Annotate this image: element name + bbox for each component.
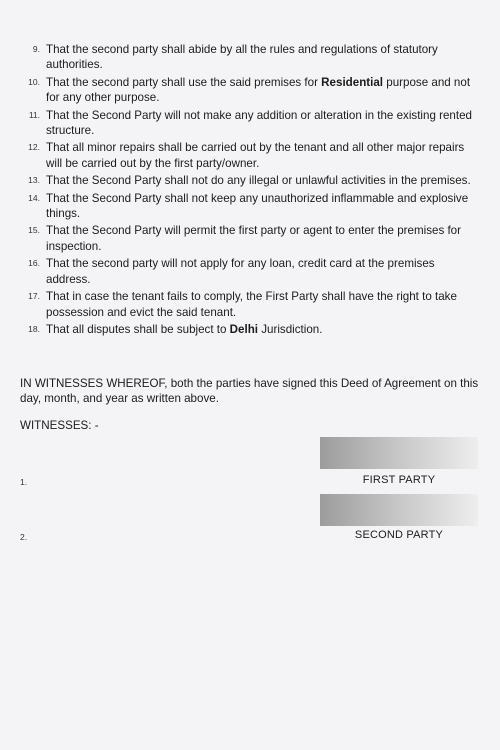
witness-number-1: 1. — [20, 477, 28, 487]
clause-item — [20, 173, 480, 188]
witness-number-2: 2. — [20, 532, 28, 542]
clause-bold-term: Residential — [321, 75, 384, 89]
clause-item — [20, 108, 480, 139]
clause-item — [20, 256, 480, 287]
clause-number: 14. — [28, 192, 40, 203]
clause-number: 10. — [28, 76, 40, 87]
clause-list — [20, 42, 480, 339]
clause-number: 9. — [32, 44, 40, 54]
clause-bold-term: Delhi — [229, 322, 259, 336]
clause-text: That the second party shall abide by all the rules and regulations of statutory authorities. — [46, 43, 438, 72]
clause-item — [20, 191, 480, 222]
clause-item — [20, 322, 480, 337]
clause-text: That the Second Party will permit the first party or agent to enter the premises for inspection. — [46, 224, 461, 253]
clause-text: That all disputes shall be subject to — [46, 322, 230, 336]
first-party-label: FIRST PARTY — [362, 474, 436, 486]
clause-text-tail: Jurisdiction. — [258, 322, 323, 336]
clause-text: That in case the tenant fails to comply, the First Party shall have the right to take possession and evict the said tenant. — [46, 290, 457, 319]
clause-text: That all minor repairs shall be carried out by the tenant and all other major repairs will be carried out by the first party/owner. — [46, 141, 465, 170]
clause-text: That the Second Party will not make any addition or alteration in the existing rented structure. — [46, 108, 472, 138]
clause-number: 12. — [28, 142, 40, 153]
clause-text: That the Second Party shall not do any illegal or unlawful activities in the premises. — [46, 174, 471, 188]
clause-item — [20, 42, 480, 73]
clause-item — [20, 75, 480, 106]
clause-text-tail: purpose and not for any other purpose. — [46, 75, 471, 105]
clause-text: That the second party shall use the said premises for — [46, 75, 322, 89]
clause-number: 13. — [28, 175, 40, 186]
clause-item — [20, 140, 480, 171]
clause-number: 17. — [28, 291, 40, 302]
second-party-signature-box — [320, 494, 478, 526]
witnesses-label: WITNESSES: - — [20, 419, 99, 432]
clause-text: That the second party will not apply for any loan, credit card at the premises address. — [46, 257, 435, 286]
first-party-signature-box — [320, 437, 478, 469]
clause-number: 15. — [28, 225, 40, 236]
clause-number: 16. — [28, 258, 40, 269]
witness-paragraph: IN WITNESSES WHEREOF, both the parties have signed this Deed of Agreement on this day, month, and year as written above. — [20, 377, 479, 406]
clause-item — [20, 223, 480, 254]
clause-number: 11. — [28, 109, 40, 120]
clause-text: That the Second Party shall not keep any unauthorized inflammable and explosive things. — [46, 191, 469, 221]
clause-number: 18. — [28, 323, 40, 334]
second-party-label: SECOND PARTY — [354, 529, 444, 541]
clause-item — [20, 289, 480, 320]
